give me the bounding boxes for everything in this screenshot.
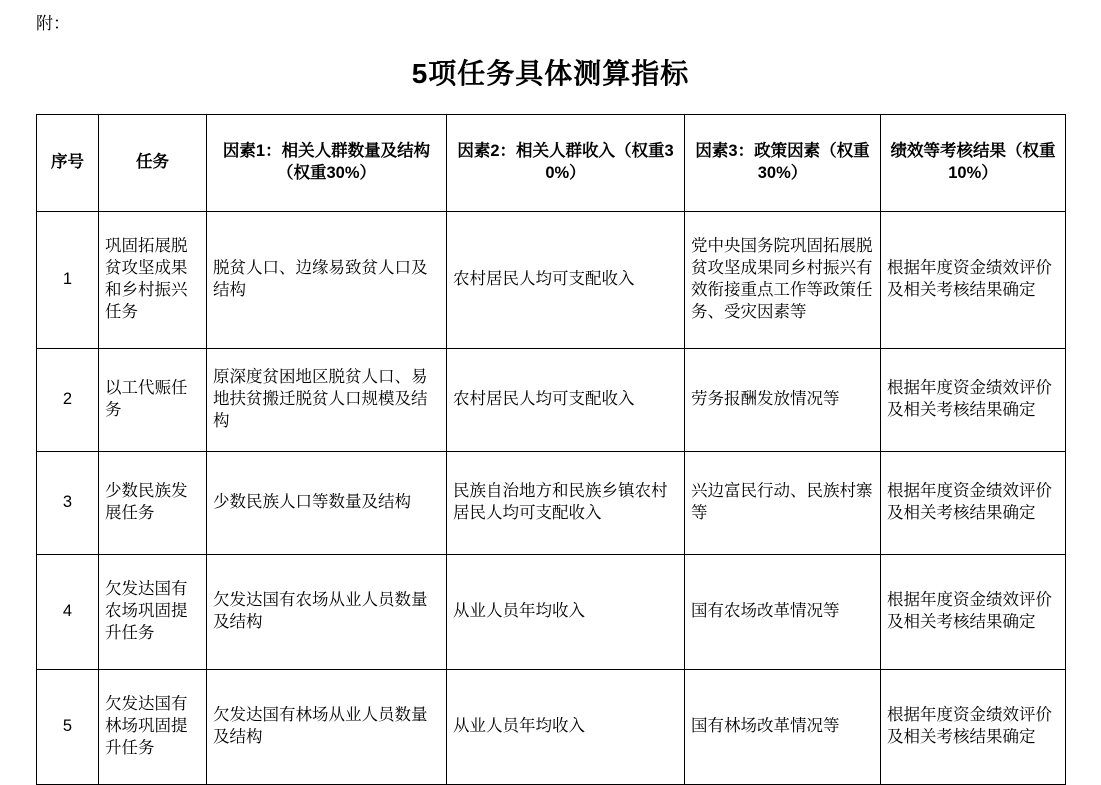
table-row [37, 349, 1066, 452]
cell-factor3: 国有林场改革情况等 [685, 670, 881, 785]
column-header-task: 任务 [99, 115, 207, 212]
table-row [37, 452, 1066, 555]
table-header-row [37, 115, 1066, 212]
table-body [37, 212, 1066, 785]
table-row [37, 555, 1066, 670]
metrics-table [36, 114, 1066, 785]
cell-factor1: 欠发达国有农场从业人员数量及结构 [207, 555, 447, 670]
cell-factor2: 民族自治地方和民族乡镇农村居民人均可支配收入 [447, 452, 685, 555]
cell-performance: 根据年度资金绩效评价及相关考核结果确定 [881, 452, 1066, 555]
cell-performance: 根据年度资金绩效评价及相关考核结果确定 [881, 670, 1066, 785]
cell-factor2: 农村居民人均可支配收入 [447, 212, 685, 349]
cell-factor1: 脱贫人口、边缘易致贫人口及结构 [207, 212, 447, 349]
cell-factor2: 农村居民人均可支配收入 [447, 349, 685, 452]
cell-factor3: 国有农场改革情况等 [685, 555, 881, 670]
cell-factor3: 劳务报酬发放情况等 [685, 349, 881, 452]
column-header-factor2: 因素2：相关人群收入（权重30%） [447, 115, 685, 212]
cell-task: 巩固拓展脱贫攻坚成果和乡村振兴任务 [99, 212, 207, 349]
table-row [37, 670, 1066, 785]
cell-factor3: 兴边富民行动、民族村寨等 [685, 452, 881, 555]
cell-task: 欠发达国有农场巩固提升任务 [99, 555, 207, 670]
cell-factor1: 少数民族人口等数量及结构 [207, 452, 447, 555]
cell-factor2: 从业人员年均收入 [447, 555, 685, 670]
cell-no: 2 [37, 349, 99, 452]
table-row [37, 212, 1066, 349]
cell-factor1: 欠发达国有林场从业人员数量及结构 [207, 670, 447, 785]
column-header-no: 序号 [37, 115, 99, 212]
column-header-factor3: 因素3：政策因素（权重30%） [685, 115, 881, 212]
cell-performance: 根据年度资金绩效评价及相关考核结果确定 [881, 212, 1066, 349]
cell-no: 3 [37, 452, 99, 555]
cell-task: 以工代赈任务 [99, 349, 207, 452]
cell-factor2: 从业人员年均收入 [447, 670, 685, 785]
cell-task: 少数民族发展任务 [99, 452, 207, 555]
metrics-table-container [36, 114, 1065, 785]
cell-no: 1 [37, 212, 99, 349]
cell-no: 4 [37, 555, 99, 670]
cell-no: 5 [37, 670, 99, 785]
cell-performance: 根据年度资金绩效评价及相关考核结果确定 [881, 555, 1066, 670]
column-header-factor1: 因素1：相关人群数量及结构（权重30%） [207, 115, 447, 212]
cell-factor1: 原深度贫困地区脱贫人口、易地扶贫搬迁脱贫人口规模及结构 [207, 349, 447, 452]
cell-performance: 根据年度资金绩效评价及相关考核结果确定 [881, 349, 1066, 452]
attachment-label: 附： [36, 14, 70, 33]
cell-task: 欠发达国有林场巩固提升任务 [99, 670, 207, 785]
page-title: 5项任务具体测算指标 [411, 58, 690, 89]
column-header-performance: 绩效等考核结果（权重10%） [881, 115, 1066, 212]
table-header [37, 115, 1066, 212]
cell-factor3: 党中央国务院巩固拓展脱贫攻坚成果同乡村振兴有效衔接重点工作等政策任务、受灾因素等 [685, 212, 881, 349]
